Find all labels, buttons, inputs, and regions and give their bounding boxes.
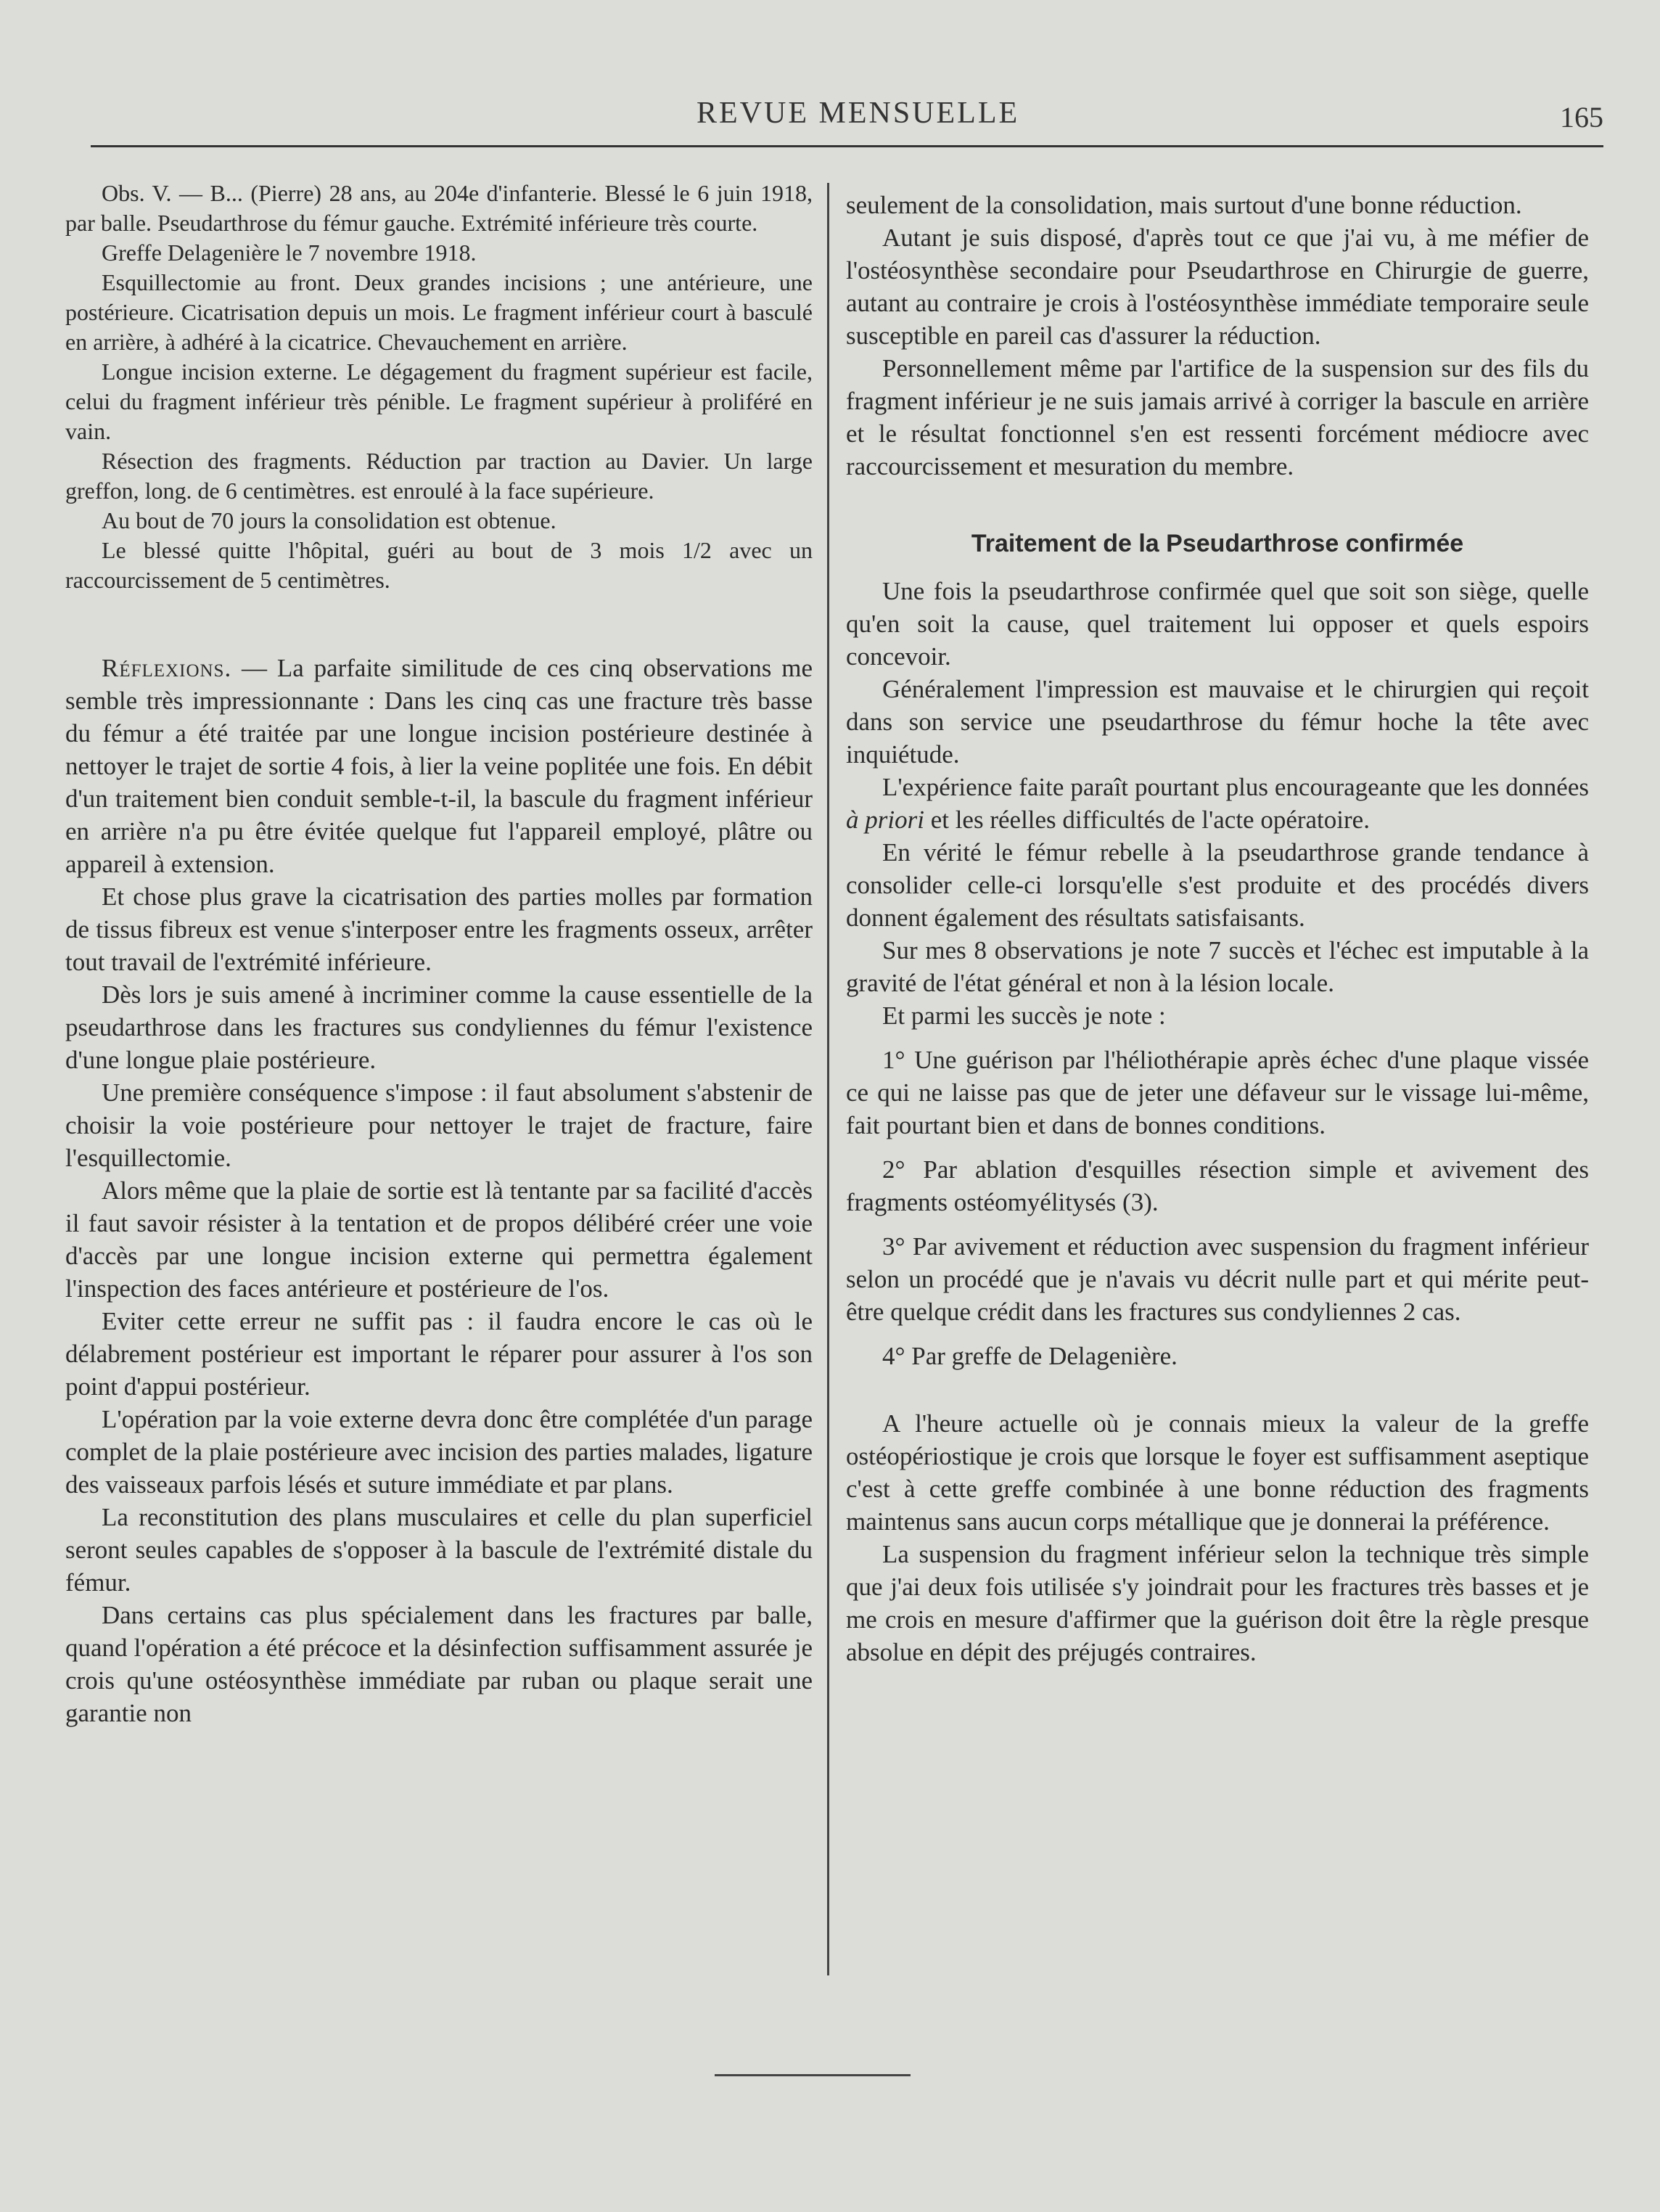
experience-text: L'expérience faite paraît pourtant plus encourageante que les données (882, 773, 1589, 801)
column-divider (827, 183, 829, 1975)
body-paragraph: Une première conséquence s'impose : il faut absolument s'abstenir de choisir la voie postérieure pour nettoyer le trajet de fracture, faire l'esquillectomie. (65, 1078, 813, 1172)
experience-text: et les réelles difficultés de l'acte opératoire. (924, 806, 1370, 834)
observation-paragraph: Au bout de 70 jours la consolidation est obtenue. (102, 507, 556, 533)
reflexions-paragraph (65, 652, 813, 880)
reflexions-text: — La parfaite similitude de ces cinq observations me semble très impressionnante : Dans les cinq cas une fracture très basse du fémur a été traitée par une longue incision postérieure destinée à nettoyer le trajet de sortie 4 fois, à lier la veine poplitée une fois. En débit d'un traitement bien conduit semble-t-il, la bascule du fragment inférieur en arrière n'a pu être évitée quelque fut l'appareil employé, plâtre ou appareil à extension. (65, 654, 813, 878)
left-column (65, 179, 813, 1729)
body-paragraph: Personnellement même par l'artifice de la suspension sur des fils du fragment inférieur je ne suis jamais arrivé à corriger la bascule en arrière et le résultat fonctionnel s'en est ressenti forcément médiocre avec raccourcissement et mesuration du membre. (846, 354, 1589, 480)
observation-paragraph: Obs. V. — B... (Pierre) 28 ans, au 204e d'infanterie. Blessé le 6 juin 1918, par balle. Pseudarthrose du fémur gauche. Extrémité inférieure très courte. (65, 180, 813, 236)
body-paragraph: Sur mes 8 observations je note 7 succès et l'échec est imputable à la gravité de l'état général et non à la lésion locale. (846, 936, 1589, 997)
observation-paragraph: Résection des fragments. Réduction par traction au Davier. Un large greffon, long. de 6 centimètres. est enroulé à la face supérieure. (65, 448, 813, 504)
body-paragraph: Dès lors je suis amené à incriminer comme la cause essentielle de la pseudarthrose dans les fractures sus condyliennes du fémur l'existence d'une longue plaie postérieure. (65, 980, 813, 1074)
reflexions-label: Réflexions. (102, 654, 232, 682)
body-paragraph: Une fois la pseudarthrose confirmée quel que soit son siège, quelle qu'en soit la cause, quel traitement lui opposer et quels espoirs concevoir. (846, 577, 1589, 671)
body-paragraph: Et chose plus grave la cicatrisation des parties molles par formation de tissus fibreux est venue s'interposer entre les fragments osseux, arrêter tout travail de l'extrémité inférieure. (65, 882, 813, 976)
list-item: 1° Une guérison par l'héliothérapie après échec d'une plaque vissée ce qui ne laisse pas que de jeter une défaveur sur le vissage lui-même, fait pourtant bien et dans de bonnes conditions. (846, 1046, 1589, 1139)
page-number: 165 (1560, 101, 1603, 134)
footer-rule (715, 2074, 911, 2076)
body-paragraph: A l'heure actuelle où je connais mieux la valeur de la greffe ostéopériostique je crois que lorsque le foyer est suffisamment aseptique c'est à cette greffe combinée à une bonne réduction des fragments maintenus sans aucun corps métallique que je donnerai la préférence. (846, 1409, 1589, 1536)
body-paragraph: La suspension du fragment inférieur selon la technique très simple que j'ai deux fois utilisée s'y joindrait pour les fractures très basses et je me crois en mesure d'affirmer que la guérison doit être la règle presque absolue en dépit des préjugés contraires. (846, 1540, 1589, 1666)
experience-italic: à priori (846, 806, 924, 834)
body-paragraph (846, 771, 1589, 836)
body-paragraph: Autant je suis disposé, d'après tout ce que j'ai vu, à me méfier de l'ostéosynthèse secondaire pour Pseudarthrose en Chirurgie de guerre, autant au contraire je crois à l'ostéosynthèse immédiate temporaire seule susceptible en pareil cas d'assurer la réduction. (846, 224, 1589, 350)
observation-paragraph: Le blessé quitte l'hôpital, guéri au bout de 3 mois 1/2 avec un raccourcissement de 5 centimètres. (65, 537, 813, 593)
observation-paragraph: Esquillectomie au front. Deux grandes incisions ; une antérieure, une postérieure. Cicatrisation depuis un mois. Le fragment inférieur court à basculé en arrière, à adhéré à la cicatrice. Chevauchement en arrière. (65, 269, 813, 355)
body-paragraph: Alors même que la plaie de sortie est là tentante par sa facilité d'accès il faut savoir résister à la tentation et de propos délibéré créer une voie d'accès par une longue incision externe qui permettra également l'inspection des faces antérieure et postérieure de l'os. (65, 1176, 813, 1303)
body-paragraph: La reconstitution des plans musculaires et celle du plan superficiel seront seules capables de s'opposer à la bascule de l'extrémité distale du fémur. (65, 1503, 813, 1597)
observation-paragraph: Greffe Delagenière le 7 novembre 1918. (102, 239, 477, 266)
observation-paragraph: Longue incision externe. Le dégagement du fragment supérieur est facile, celui du fragment inférieur très pénible. Le fragment supérieur à proliféré en vain. (65, 359, 813, 444)
body-paragraph: Eviter cette erreur ne suffit pas : il faudra encore le cas où le délabrement postérieur est important le réparer pour assurer à l'os son point d'appui postérieur. (65, 1307, 813, 1401)
right-column (846, 189, 1589, 1668)
header-rule (91, 145, 1603, 147)
body-paragraph: Généralement l'impression est mauvaise et le chirurgien qui reçoit dans son service une pseudarthrose du fémur hoche la tête avec inquiétude. (846, 675, 1589, 769)
section-heading: Traitement de la Pseudarthrose confirmée (971, 530, 1464, 557)
list-item: 3° Par avivement et réduction avec suspension du fragment inférieur selon un procédé que je n'avais vu décrit nulle part et qui mérite peut-être quelque crédit dans les fractures sus condyliennes 2 cas. (846, 1232, 1589, 1326)
list-item: 4° Par greffe de Delagenière. (882, 1342, 1178, 1370)
list-item: 2° Par ablation d'esquilles résection simple et avivement des fragments ostéomyélitysés (3). (846, 1155, 1589, 1216)
body-paragraph: seulement de la consolidation, mais surtout d'une bonne réduction. (846, 191, 1522, 219)
page-header-title: REVUE MENSUELLE (697, 97, 1020, 130)
body-paragraph: Dans certains cas plus spécialement dans les fractures par balle, quand l'opération a été précoce et la désinfection suffisamment assurée je crois qu'une ostéosynthèse immédiate par ruban ou plaque serait une garantie non (65, 1601, 813, 1727)
body-paragraph: L'opération par la voie externe devra donc être complétée d'un parage complet de la plaie postérieure avec incision des parties malades, ligature des vaisseaux parfois lésés et suture immédiate et par plans. (65, 1405, 813, 1499)
body-paragraph: En vérité le fémur rebelle à la pseudarthrose grande tendance à consolider celle-ci lorsqu'elle s'est produite et des procédés divers donnent également des résultats satisfaisants. (846, 838, 1589, 932)
body-paragraph: Et parmi les succès je note : (882, 1001, 1166, 1030)
